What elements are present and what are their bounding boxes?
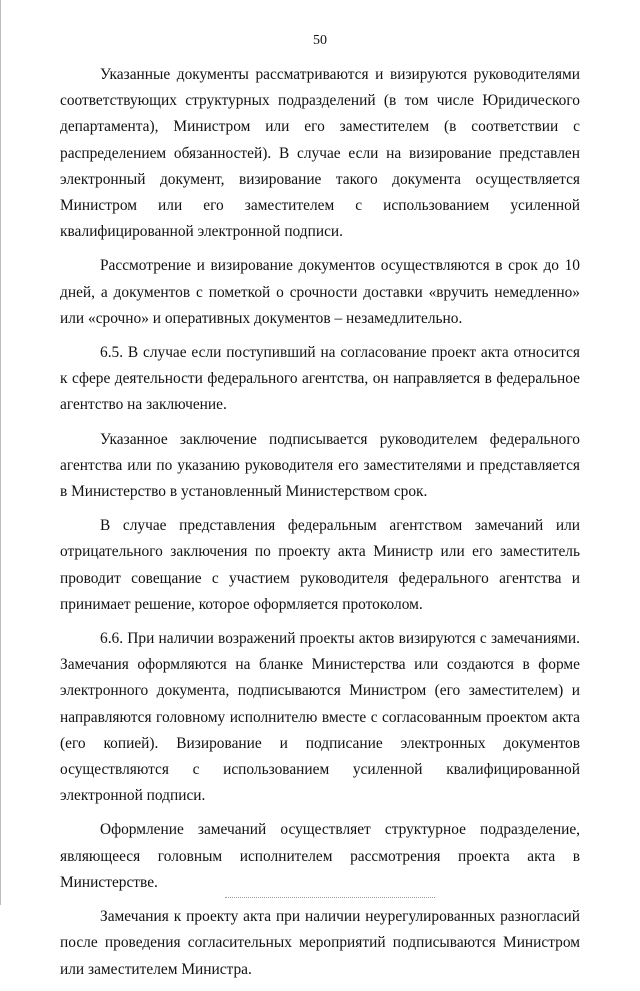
paragraph: 6.6. При наличии возражений проекты актов визируются с замечаниями. Замечания оформляются на бланке Министерства или создаются в форме электронного документа, подписываются Министром (его заместителем) и направляются головному исполнителю вместе с согласованным проектом акта (его копией). Визирование и подписание электронных документов осуществляются с использованием усиленной квалифицированной электронной подписи. (60, 630, 580, 805)
scan-bottom-dots (225, 897, 435, 899)
paragraph: 6.5. В случае если поступивший на согласование проект акта относится к сфере деятельности федерального агентства, он направляется в федеральное агентство на заключение. (60, 344, 580, 414)
paragraph: Указанное заключение подписывается руководителем федерального агентства или по указанию руководителя его заместителями и представляется в Министерство в установленный Министерством срок. (60, 430, 580, 501)
paragraph: Оформление замечаний осуществляет структурное подразделение, являющееся головным исполнителем рассмотрения проекта акта в Министерстве. (60, 821, 580, 891)
page-number: 50 (313, 33, 327, 48)
paragraph: Замечания к проекту акта при наличии неурегулированных разногласий после проведения согласительных мероприятий подписываются Министром или заместителем Министра. (60, 908, 580, 978)
paragraph: Указанные документы рассматриваются и визируются руководителями соответствующих структурных подразделений (в том числе Юридического департамента), Министром или его заместителем (в соответствии с распределением обязанностей). В случае если на визирование представлен электронный документ, визирование такого документа осуществляется Министром или его заместителем с использованием усиленной квалифицированной электронной подписи. (60, 66, 580, 241)
paragraph: Рассмотрение и визирование документов осуществляются в срок до 10 дней, а документов с пометкой о срочности доставки «вручить немедленно» или «срочно» и оперативных документов – незамедлительно. (60, 257, 580, 327)
document-body (60, 62, 580, 991)
paragraph: В случае представления федеральным агентством замечаний или отрицательного заключения по проекту акта Министр или его заместитель проводит совещание с участием руководителя федерального агентства и принимает решение, которое оформляется протоколом. (60, 517, 580, 613)
scan-edge-line (0, 0, 1, 905)
